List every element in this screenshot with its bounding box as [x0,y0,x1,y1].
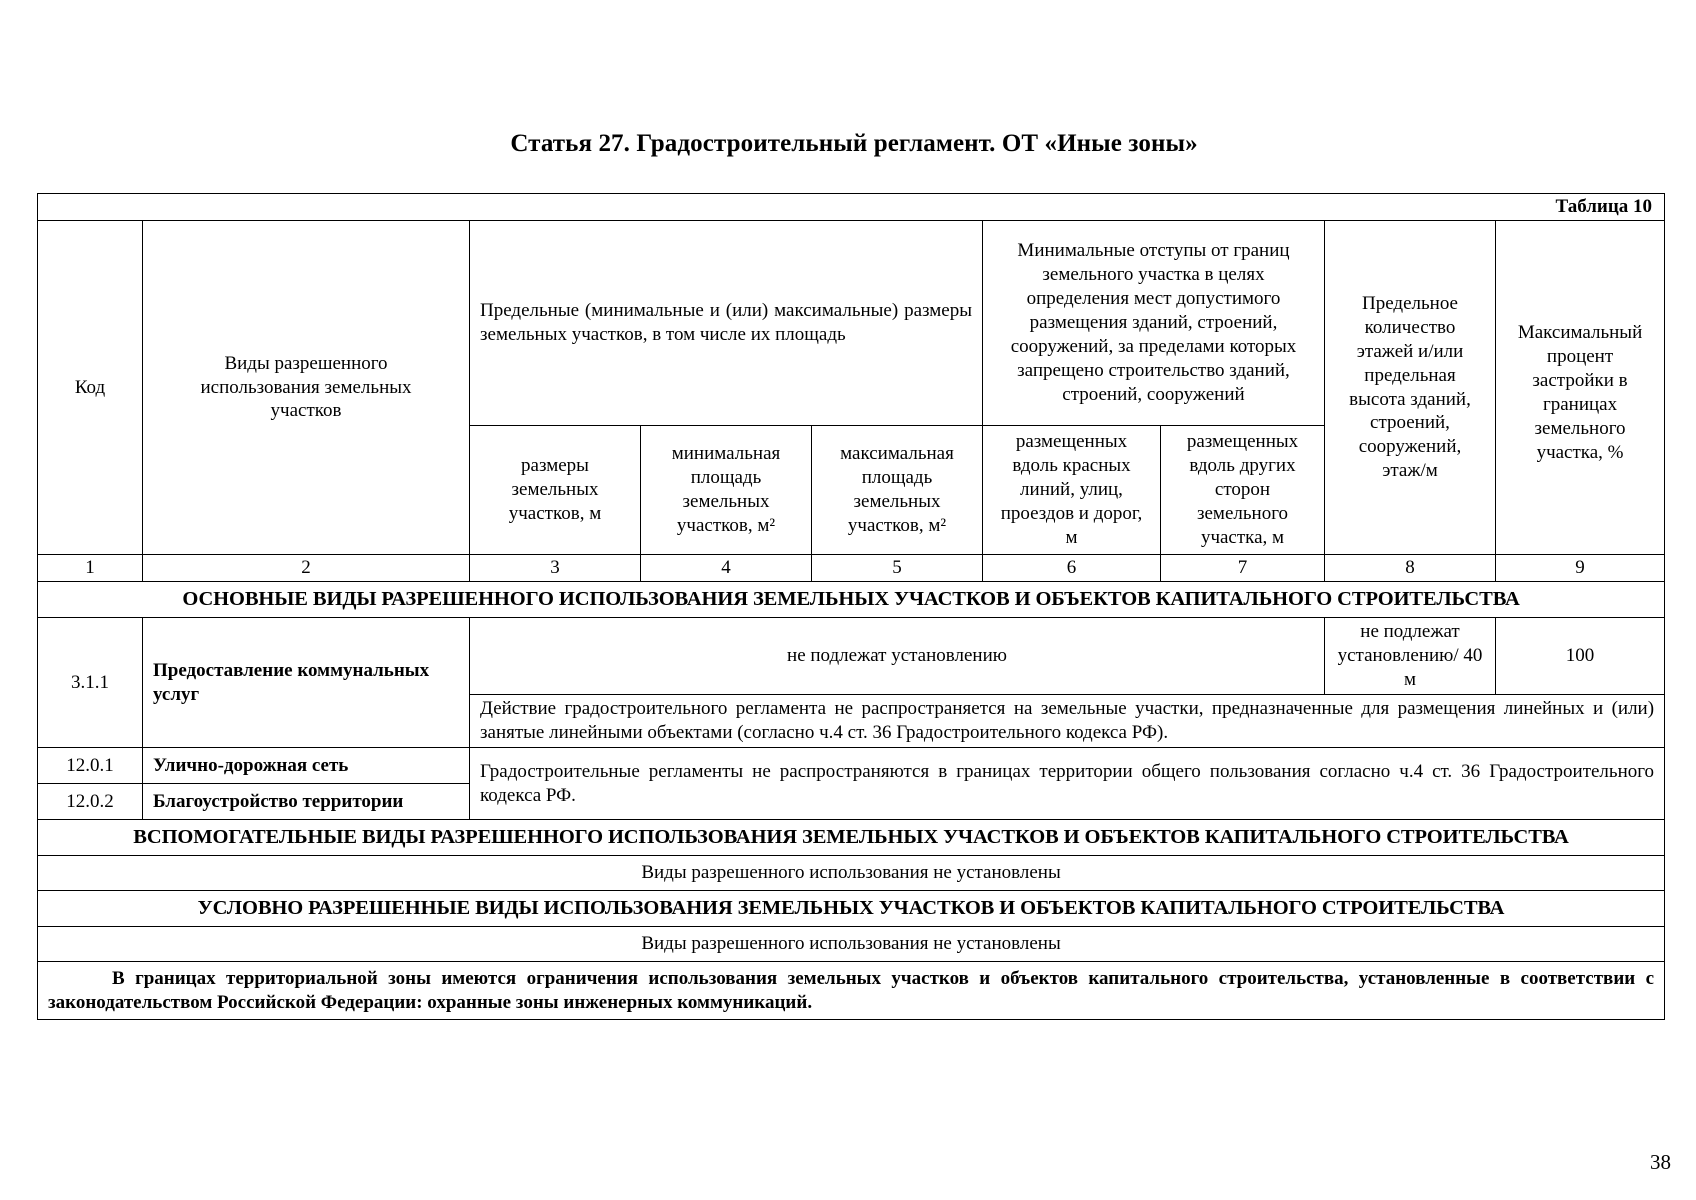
section-conditional-value-row [38,927,1665,962]
section-main-row [38,582,1665,618]
row-code: 3.1.1 [38,618,143,748]
section-conditional-row [38,891,1665,927]
header-use-types: Виды разрешенного использования земельных участков [143,221,470,555]
subheader-max-area: максимальная площадь земельных участков, м² [812,426,983,555]
header-setbacks: Минимальные отступы от границ земельного участка в целях определения мест допустимого размещения зданий, строений, сооружений, за пределами которых запрещено строительство зданий, строений, сооружений [983,221,1325,426]
row-floors-value: не подлежат установлению/ 40 м [1325,618,1496,695]
page-title: Статья 27. Градостроительный регламент. ОТ «Иные зоны» [510,130,1198,157]
header-code: Код [38,221,143,555]
table-row [38,748,1665,784]
section-auxiliary-value-row [38,856,1665,891]
subheader-other-sides: размещенных вдоль других сторон земельного участка, м [1161,426,1325,555]
section-conditional-heading: УСЛОВНО РАЗРЕШЕННЫЕ ВИДЫ ИСПОЛЬЗОВАНИЯ ЗЕМЕЛЬНЫХ УЧАСТКОВ И ОБЪЕКТОВ КАПИТАЛЬНОГО СТРОИТЕЛЬСТВА [38,891,1665,927]
header-coverage: Максимальный процент застройки в границах земельного участка, % [1496,221,1665,555]
row-use-name: Благоустройство территории [143,784,470,820]
table-label: Таблица 10 [38,194,1665,221]
column-number: 2 [143,555,470,582]
column-number: 1 [38,555,143,582]
section-auxiliary-heading: ВСПОМОГАТЕЛЬНЫЕ ВИДЫ РАЗРЕШЕННОГО ИСПОЛЬЗОВАНИЯ ЗЕМЕЛЬНЫХ УЧАСТКОВ И ОБЪЕКТОВ КАПИТАЛЬНОГО СТРОИТЕЛЬСТВА [38,820,1665,856]
column-number: 3 [470,555,641,582]
column-number: 7 [1161,555,1325,582]
regulation-table [37,193,1665,1020]
subheader-red-lines: размещенных вдоль красных линий, улиц, проездов и дорог, м [983,426,1161,555]
column-number: 8 [1325,555,1496,582]
restrictions-note: В границах территориальной зоны имеются ограничения использования земельных участков и объектов капитального строительства, установленные в соответствии с законодательством Российской Федерации: охранные зоны инженерных коммуникаций. [38,962,1665,1020]
row-use-name: Улично-дорожная сеть [143,748,470,784]
header-row [38,221,1665,426]
restrictions-row [38,962,1665,1020]
row-use-name: Предоставление коммунальных услуг [143,618,470,748]
section-auxiliary-value: Виды разрешенного использования не установлены [38,856,1665,891]
subheader-min-area: минимальная площадь земельных участков, м² [641,426,812,555]
row-note: Градостроительные регламенты не распространяются в границах территории общего пользования согласно ч.4 ст. 36 Градостроительного кодекса РФ. [470,748,1665,820]
header-plot-sizes: Предельные (минимальные и (или) максимальные) размеры земельных участков, в том числе их площадь [470,221,983,426]
column-number: 6 [983,555,1161,582]
row-code: 12.0.2 [38,784,143,820]
table-label-row [38,194,1665,221]
row-note: Действие градостроительного регламента не распространяется на земельные участки, предназначенные для размещения линейных и (или) занятые линейными объектами (согласно ч.4 ст. 36 Градостроительного кодекса РФ). [470,695,1665,748]
section-conditional-value: Виды разрешенного использования не установлены [38,927,1665,962]
column-number: 4 [641,555,812,582]
table-row [38,618,1665,695]
column-number: 9 [1496,555,1665,582]
section-auxiliary-row [38,820,1665,856]
column-number-row [38,555,1665,582]
page-number: 38 [1650,1150,1671,1174]
row-sizes-value: не подлежат установлению [470,618,1325,695]
column-number: 5 [812,555,983,582]
subheader-sizes: размеры земельных участков, м [470,426,641,555]
header-floors: Предельное количество этажей и/или предельная высота зданий, строений, сооружений, этаж/м [1325,221,1496,555]
row-code: 12.0.1 [38,748,143,784]
row-coverage-value: 100 [1496,618,1665,695]
section-main-heading: ОСНОВНЫЕ ВИДЫ РАЗРЕШЕННОГО ИСПОЛЬЗОВАНИЯ ЗЕМЕЛЬНЫХ УЧАСТКОВ И ОБЪЕКТОВ КАПИТАЛЬНОГО СТРОИТЕЛЬСТВА [38,582,1665,618]
